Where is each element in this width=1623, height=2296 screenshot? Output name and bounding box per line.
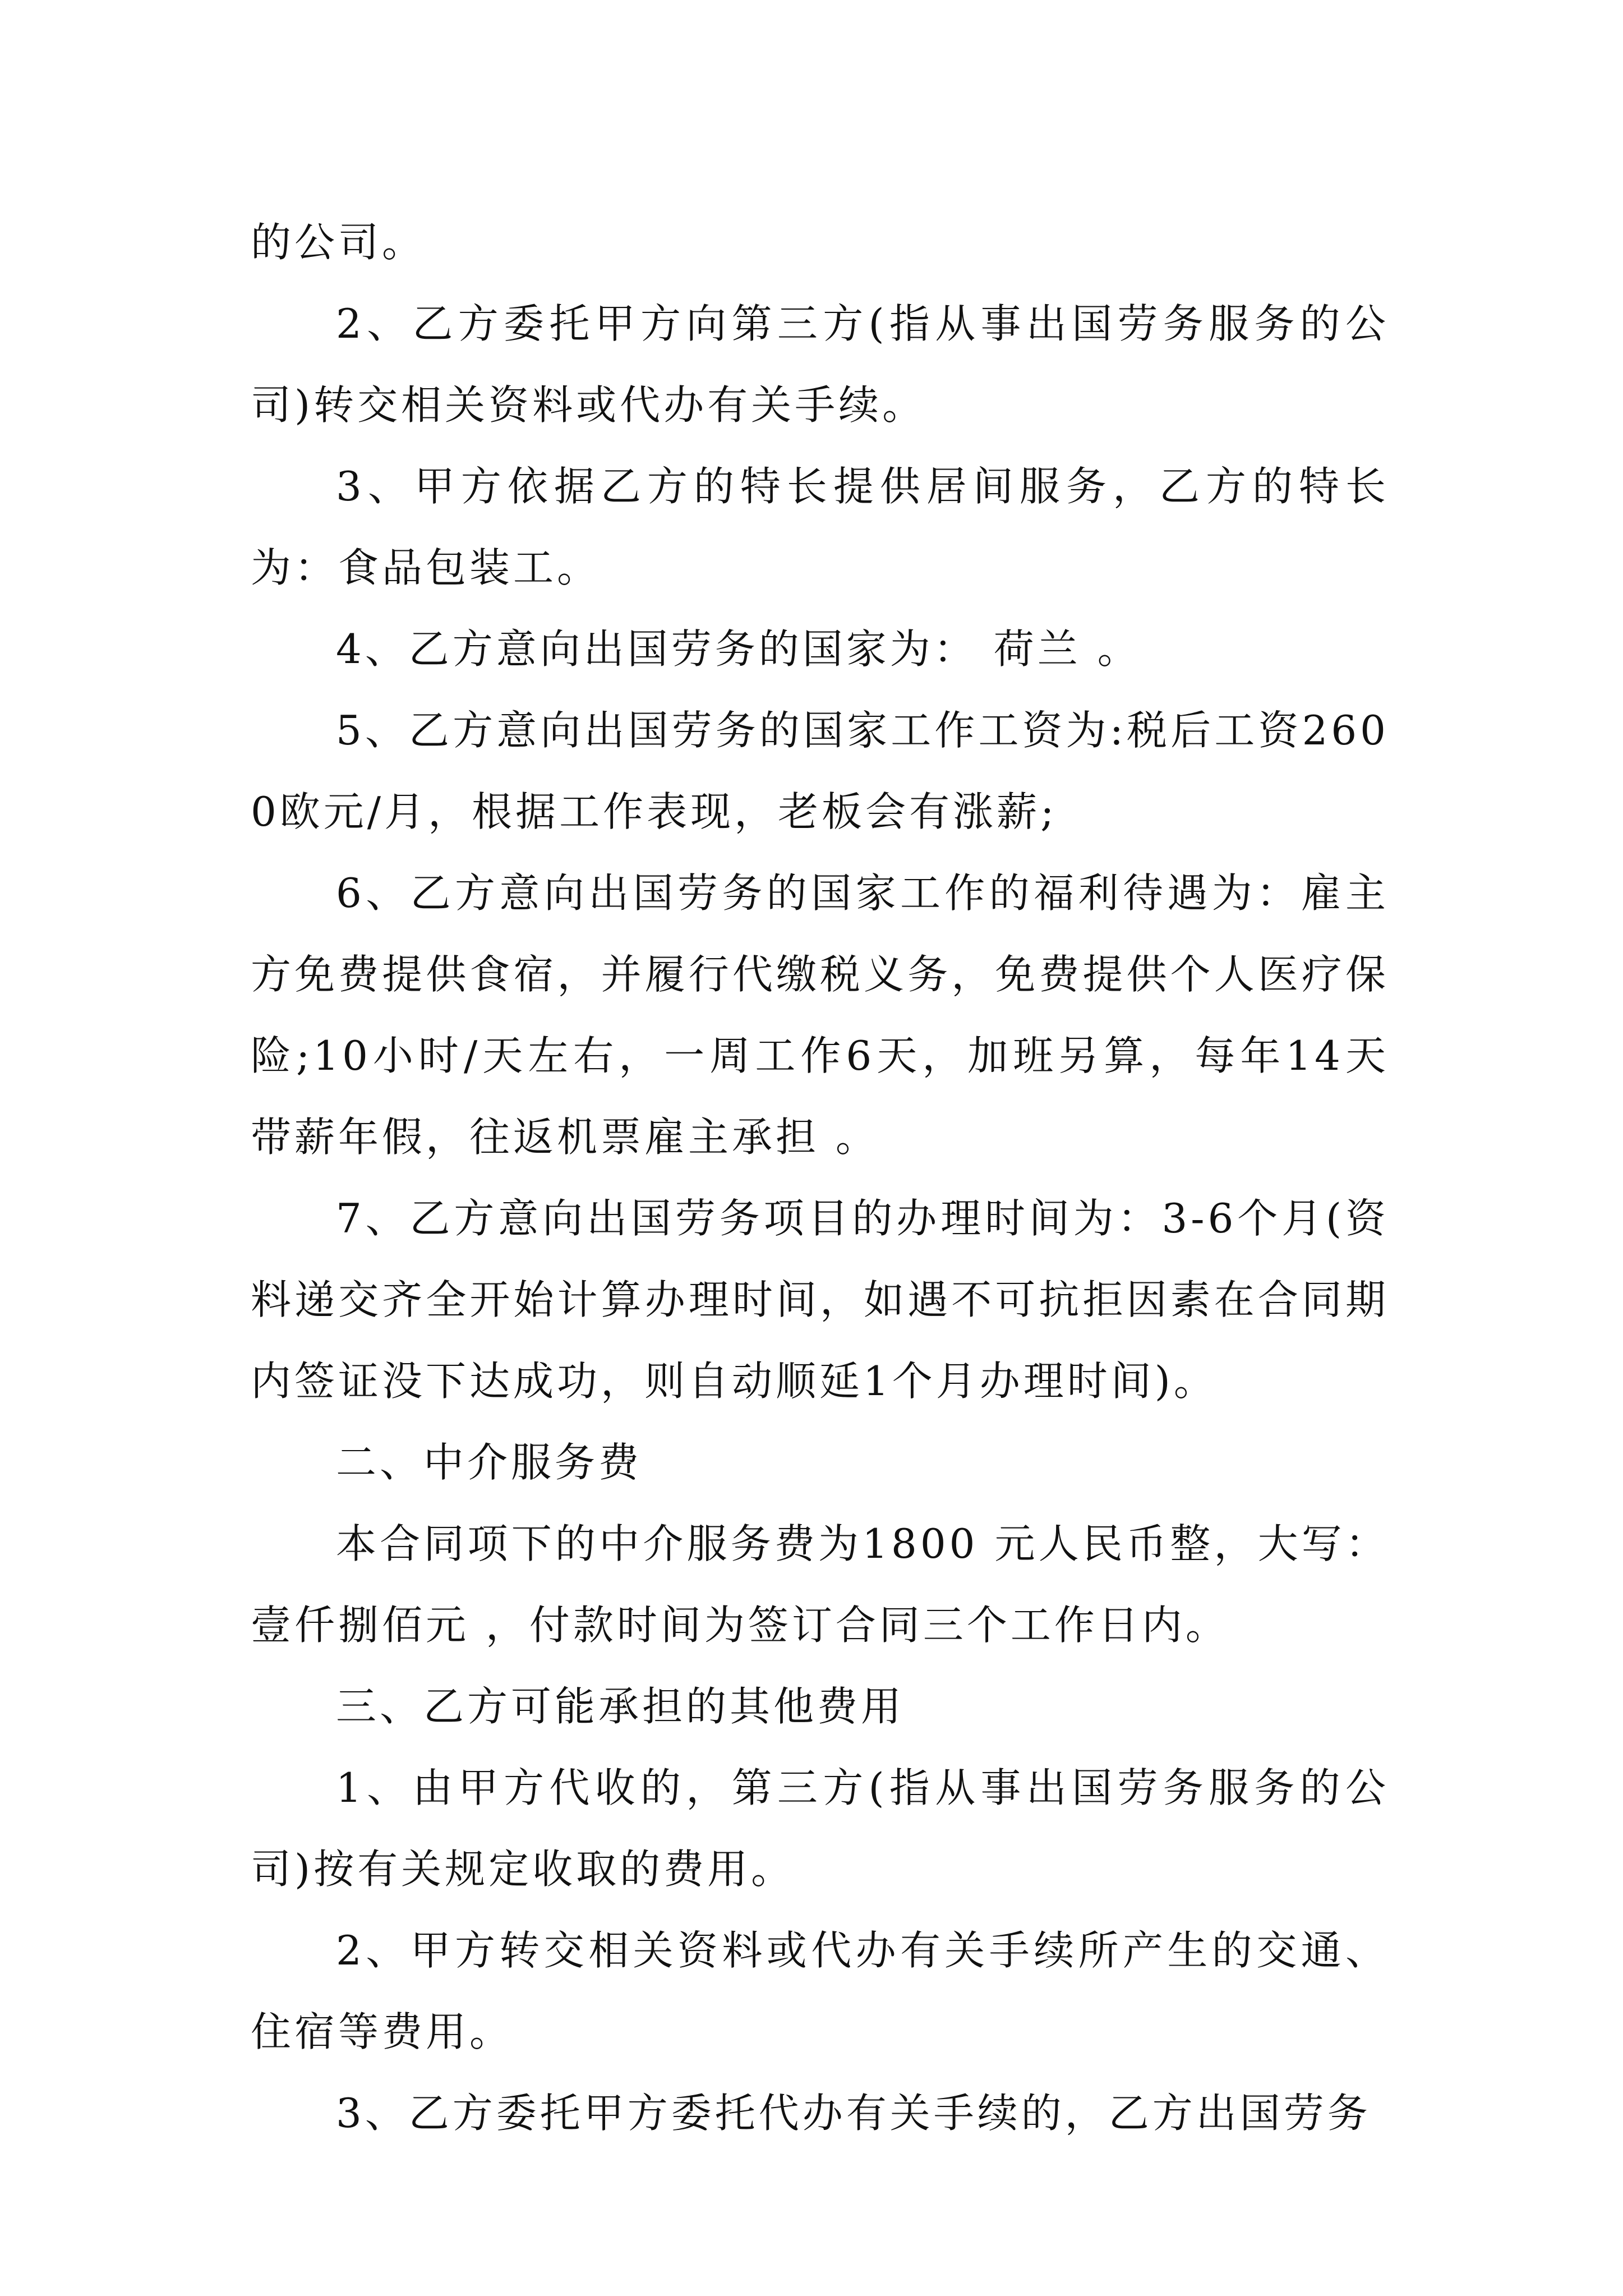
paragraph-item-6: 6、乙方意向出国劳务的国家工作的福利待遇为：雇主方免费提供食宿，并履行代缴税义务，免费提供个人医疗保险;10小时/天左右，一周工作6天，加班另算，每年14天带薪年假，往返机票雇主承担 。	[251, 869, 1389, 1161]
paragraph-item-2: 2、乙方委托甲方向第三方(指从事出国劳务服务的公司)转交相关资料或代办有关手续。	[251, 300, 1389, 429]
section-heading-service-fee: 二、中介服务费	[336, 1439, 643, 1486]
section-heading-other-fees: 三、乙方可能承担的其他费用	[336, 1683, 905, 1730]
paragraph-service-fee: 本合同项下的中介服务费为1800 元人民币整，大写：壹仟捌佰元 ，付款时间为签订合同三个工作日内。	[251, 1520, 1389, 1649]
paragraph-item-7: 7、乙方意向出国劳务项目的办理时间为：3-6个月(资料递交齐全开始计算办理时间，如遇不可抗拒因素在合同期内签证没下达成功，则自动顺延1个月办理时间)。	[251, 1195, 1389, 1405]
paragraph-continuation: 的公司。	[251, 219, 426, 266]
paragraph-item-4: 4、乙方意向出国劳务的国家为： 荷兰 。	[336, 625, 1141, 673]
paragraph-item-5: 5、乙方意向出国劳务的国家工作工资为:税后工资2600欧元/月，根据工作表现，老板会有涨薪;	[251, 707, 1389, 835]
paragraph-fee-item-1: 1、由甲方代收的，第三方(指从事出国劳务服务的公司)按有关规定收取的费用。	[251, 1764, 1389, 1893]
document-body	[251, 202, 1389, 2154]
paragraph-item-3: 3、甲方依据乙方的特长提供居间服务，乙方的特长为：食品包装工。	[251, 463, 1389, 591]
paragraph-fee-item-2: 2、甲方转交相关资料或代办有关手续所产生的交通、住宿等费用。	[251, 1927, 1389, 2055]
paragraph-fee-item-3: 3、乙方委托甲方委托代办有关手续的，乙方出国劳务	[336, 2090, 1371, 2137]
